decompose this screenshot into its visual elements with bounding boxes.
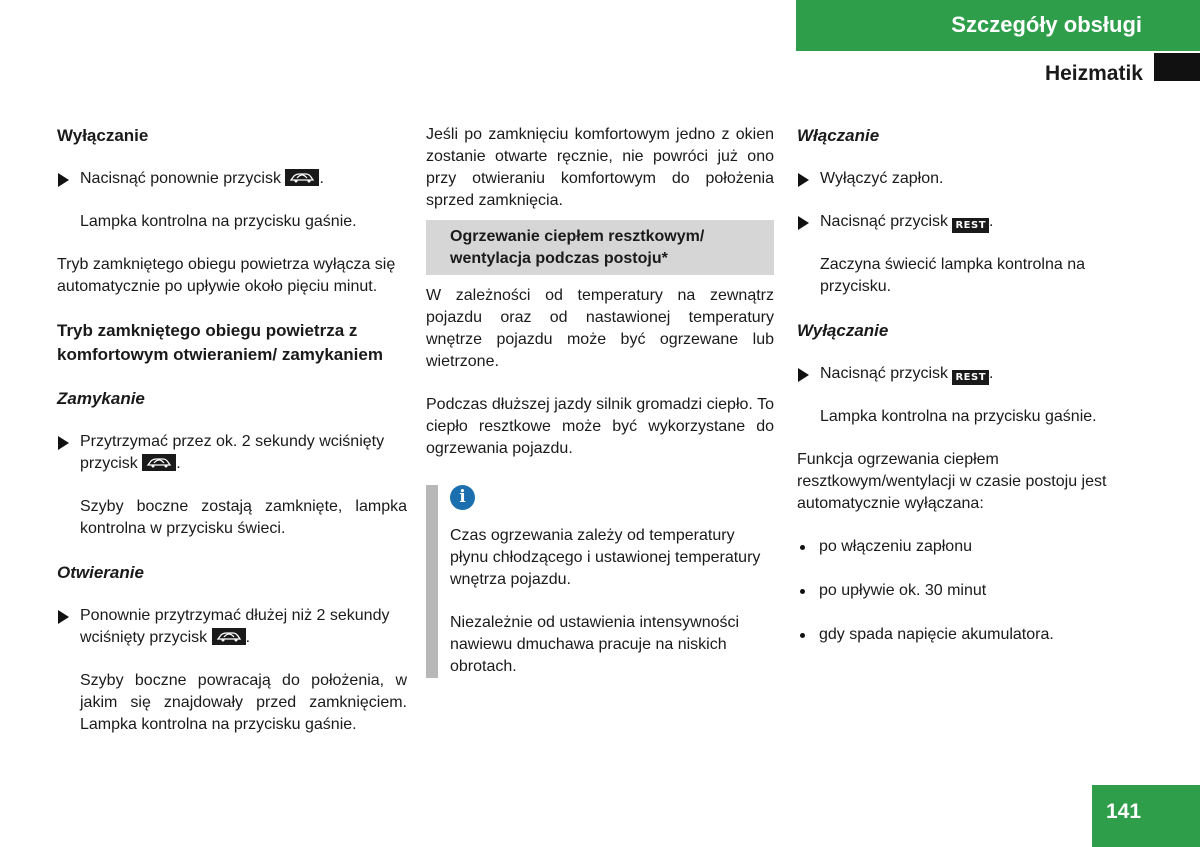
rest-key-icon: REST [952,218,989,233]
chapter-title: Szczegóły obsługi [951,12,1142,37]
step-arrow-icon [798,216,809,230]
heading-switch-off: Wyłączanie [57,126,149,145]
paragraph: Podczas dłuższej jazdy silnik gromadzi ciepło. To ciepło resztkowe może być wykorzystane do ogrzewania pojazdu. [426,396,774,457]
step-text: Ponownie przytrzymać dłużej niż 2 sekundy wciśnięty przycisk [80,607,390,646]
step-text: Nacisnąć ponownie przycisk [80,170,281,187]
step-result: Zaczyna świecić lampka kontrolna na przycisku. [820,256,1086,295]
list-item [797,580,1147,602]
info-icon: i [450,485,475,510]
step-text: Nacisnąć przycisk [820,213,949,230]
step-arrow-icon [58,610,69,624]
step-item: Przytrzymać przez ok. 2 sekundy wciśnięty przycisk . [57,431,407,475]
heading-opening: Otwieranie [57,563,144,582]
step-text: Nacisnąć przycisk [820,365,949,382]
chapter-header [796,0,1200,51]
heading-closing: Zamykanie [57,389,145,408]
section-box-title: Ogrzewanie ciepłem resztkowym/ wentylacja podczas postoju* [426,220,774,275]
list-item-text: po upływie ok. 30 minut [819,582,987,599]
recirculation-key-icon [285,169,319,186]
step-text: Wyłączyć zapłon. [820,170,944,187]
step-result: Lampka kontrolna na przycisku gaśnie. [80,213,357,230]
step-text: Przytrzymać przez ok. 2 sekundy wciśnięty przycisk [80,433,385,472]
heading-comfort-recirculation: Tryb zamkniętego obiegu powietrza z komfortowym otwieraniem/ zamykaniem [57,321,383,364]
section-tab-marker [1154,53,1200,81]
paragraph: W zależności od temperatury na zewnątrz pojazdu oraz od nastawionej temperatury wnętrze pojazdu może być ogrzewane lub wietrzone. [426,287,774,370]
step-item: Ponownie przytrzymać dłużej niż 2 sekundy wciśnięty przycisk . [57,605,407,649]
step-item [797,168,1147,190]
column-1 [57,124,407,757]
recirculation-key-icon [212,628,246,645]
paragraph: Jeśli po zamknięciu komfortowym jedno z okien zostanie otwarte ręcznie, nie powróci już ono przy otwieraniu komfortowym do położenia sprzed zamknięcia. [426,126,774,209]
recirculation-key-icon [142,454,176,471]
step-result: Lampka kontrolna na przycisku gaśnie. [820,408,1097,425]
list-item [797,624,1147,646]
info-note [426,485,774,678]
step-arrow-icon [798,368,809,382]
column-3 [797,124,1147,668]
step-item: Nacisnąć przycisk REST . [797,211,1147,233]
list-item-text: po włączeniu zapłonu [819,538,972,555]
step-arrow-icon [58,436,69,450]
page-number [1092,785,1200,847]
note-text: Niezależnie od ustawienia intensywności nawiewu dmuchawa pracuje na niskich obrotach. [450,614,740,675]
paragraph: Tryb zamkniętego obiegu powietrza wyłącza się automatycznie po upływie około pięciu minut. [57,256,396,295]
column-2 [426,124,774,678]
bullet-icon [800,633,805,638]
heading-switch-off: Wyłączanie [797,321,889,340]
step-arrow-icon [58,173,69,187]
step-result: Szyby boczne powracają do położenia, w jakim się znajdowały przed zamknięciem. Lampka kontrolna na przycisku gaśnie. [80,672,407,733]
step-item: Nacisnąć ponownie przycisk . [57,168,407,190]
step-arrow-icon [798,173,809,187]
section-title: Heizmatik [1044,62,1143,85]
step-result: Szyby boczne zostają zamknięte, lampka kontrolna w przycisku świeci. [80,498,407,537]
step-item: Nacisnąć przycisk REST . [797,363,1147,385]
page-number-text: 141 [1106,800,1142,823]
rest-key-icon: REST [952,370,989,385]
bullet-icon [800,545,805,550]
heading-switch-on: Włączanie [797,126,880,145]
paragraph: Funkcja ogrzewania ciepłem resztkowym/wentylacji w czasie postoju jest automatycznie wyłączana: [797,451,1107,512]
list-item [797,536,1147,558]
note-bar [426,485,438,678]
bullet-icon [800,589,805,594]
note-text: Czas ogrzewania zależy od temperatury płynu chłodzącego i ustawionej temperatury wnętrza pojazdu. [450,527,761,588]
list-item-text: gdy spada napięcie akumulatora. [819,626,1054,643]
